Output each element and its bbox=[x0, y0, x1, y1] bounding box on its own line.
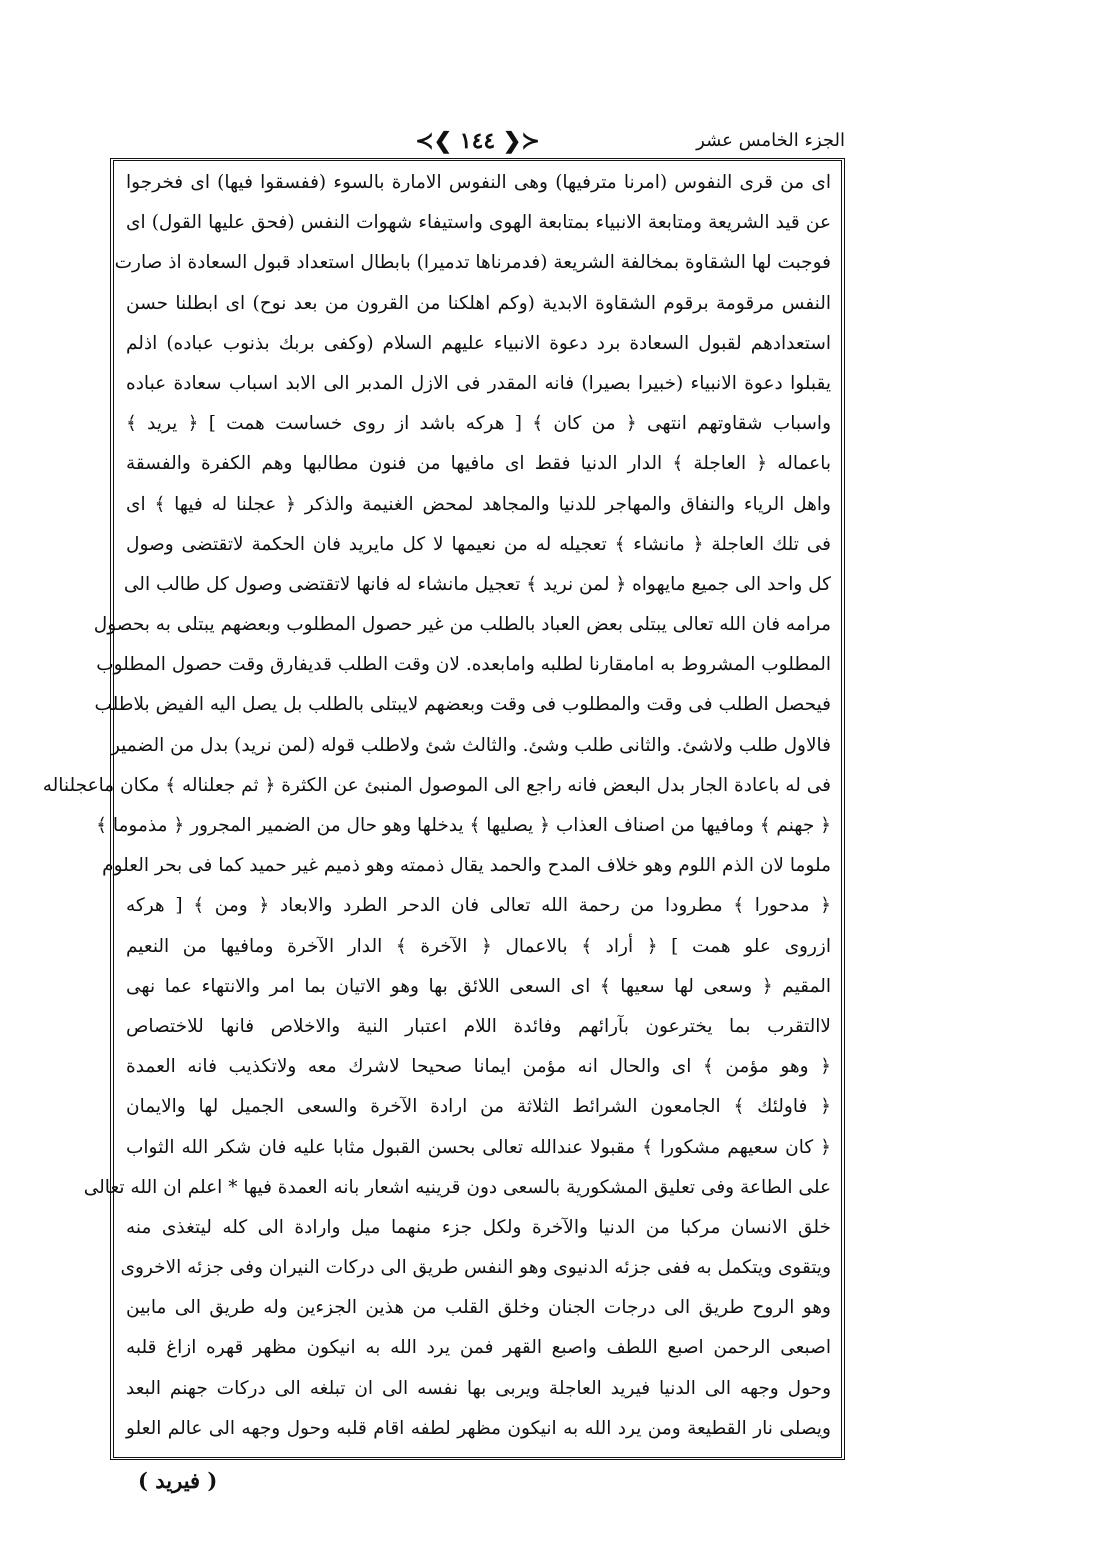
text-line: واسباب شقاوتهم انتهى ﴿ من كان ﴾ [ هركه باشد از روى خساست همت ] ﴿ يريد ﴾ bbox=[126, 413, 831, 435]
text-line: مرامه فان الله تعالى يبتلى بعض العباد بالطلب من غير حصول المطلوب وبعضهم يبتلى به بحصول bbox=[93, 614, 831, 636]
text-line: المطلوب المشروط به امامقارنا لطلبه وامابعده. لان وقت الطلب قديفارق وقت حصول المطلوب bbox=[96, 654, 831, 676]
text-line: استعدادهم لقبول السعادة برد دعوة الانبياء عليهم السلام (وكفى بربك بذنوب عباده) اذلم bbox=[126, 332, 831, 354]
text-line: ويتقوى ويتكمل به ففى جزئه الدنيوى وهو النفس طريق الى دركات النيران وفى جزئه الاخروى bbox=[120, 1257, 831, 1279]
text-line: ﴿ فاولئك ﴾ الجامعون الشرائط الثلاثة من ارادة الآخرة والسعى الجميل لها والايمان bbox=[126, 1096, 831, 1118]
header-ornament-left: ≺❮ bbox=[495, 128, 540, 154]
text-line: فيحصل الطلب فى وقت والمطلوب فى وقت وبعضهم لايبتلى بالطلب بل يصل اليه الفيض بلاطلب bbox=[94, 694, 831, 716]
page-number-block bbox=[358, 128, 598, 154]
text-line: ﴿ وهو مؤمن ﴾ اى والحال انه مؤمن ايمانا صحيحا لاشرك معه ولاتكذيب فانه العمدة bbox=[126, 1056, 831, 1078]
page-number: ١٤٤ bbox=[459, 128, 496, 154]
running-title: الجزء الخامس عشر bbox=[696, 130, 845, 151]
text-line: واهل الرياء والنفاق والمهاجر للدنيا والمجاهد لمحض الغنيمة والذكر ﴿ عجلنا له فيها ﴾ اى bbox=[126, 493, 831, 515]
text-line: كل واحد الى جميع مايهواه ﴿ لمن نريد ﴾ تعجيل مانشاء له فانها لاتقتضى وصول كل طالب الى bbox=[123, 573, 831, 595]
text-line: فى له باعادة الجار بدل البعض فانه راجع الى الموصول المنبئ عن الكثرة ﴿ ثم جعلناله ﴾ مكان ماعجلناله bbox=[42, 774, 831, 796]
text-line: ملوما لان الذم اللوم وهو خلاف المدح والحمد يقال ذممته وهو ذميم غير حميد كما فى بحر العلوم bbox=[102, 855, 831, 877]
text-line: ازروى علو همت ] ﴿ أراد ﴾ بالاعمال ﴿ الآخرة ﴾ الدار الآخرة ومافيها من النعيم bbox=[126, 935, 831, 957]
text-line: يقبلوا دعوة الانبياء (خبيرا بصيرا) فانه المقدر فى الازل المدبر الى الابد اسباب سعادة عباده bbox=[126, 372, 831, 394]
text-line: فوجبت لها الشقاوة بمخالفة الشريعة (فدمرناها تدميرا) بابطال استعداد قبول السعادة اذ صارت bbox=[114, 252, 831, 274]
text-line: باعماله ﴿ العاجلة ﴾ الدار الدنيا فقط اى مافيها من فنون مطالبها وهم الكفرة والفسقة bbox=[126, 453, 831, 475]
header-ornament-right: ❯≻ bbox=[415, 128, 453, 154]
text-line: ﴿ جهنم ﴾ ومافيها من اصناف العذاب ﴿ يصليها ﴾ يدخلها وهو حال من الضمير المجرور ﴿ مذموما ﴾ bbox=[96, 815, 831, 836]
text-line: وحول وجهه الى الدنيا فيريد العاجلة ويربى بها نفسه الى ان تبلغه الى دركات جهنم البعد bbox=[126, 1377, 831, 1399]
text-line: اى من قرى النفوس (امرنا مترفيها) وهى النفوس الامارة بالسوء (ففسقوا فيها) اى فخرجوا bbox=[126, 172, 831, 193]
text-line: عن قيد الشريعة ومتابعة الانبياء بمتابعة الهوى واستيفاء شهوات النفس (فحق عليها القول) اى bbox=[126, 212, 831, 234]
page-header bbox=[110, 128, 845, 154]
text-line: المقيم ﴿ وسعى لها سعيها ﴾ اى السعى اللائق بها وهو الاتيان بما امر والانتهاء عما نهى bbox=[126, 975, 831, 997]
text-line: ﴿ كان سعيهم مشكورا ﴾ مقبولا عندالله تعالى بحسن القبول مثابا عليه فان شكر الله الثواب bbox=[126, 1136, 831, 1158]
text-body bbox=[42, 163, 831, 1449]
text-line: وهو الروح طريق الى درجات الجنان وخلق القلب من هذين الجزءين وله طريق الى مابين bbox=[126, 1297, 831, 1319]
text-line: النفس مرقومة برقوم الشقاوة الابدية (وكم اهلكنا من القرون من بعد نوح) اى ابطلنا حسن bbox=[126, 292, 831, 314]
text-line: ويصلى نار القطيعة ومن يرد الله به انيكون مظهر لطفه اقام قلبه وحول وجهه الى عالم العلو bbox=[126, 1417, 831, 1439]
text-line: فالاول طلب ولاشئ. والثانى طلب وشئ. والثالث شئ ولاطلب قوله (لمن نريد) بدل من الضمير bbox=[110, 734, 831, 756]
text-line: خلق الانسان مركبا من الدنيا والآخرة ولكل جزء منهما ميل وارادة الى كله ليتغذى منه bbox=[126, 1216, 831, 1238]
text-line: اصبعى الرحمن اصبع اللطف واصبع القهر فمن يرد الله به انيكون مظهر قهره ازاغ قلبه bbox=[126, 1337, 831, 1359]
text-line: لاالتقرب بما يخترعون بآرائهم وفائدة اللام اعتبار النية والاخلاص فانها للاختصاص bbox=[126, 1015, 831, 1037]
text-line: على الطاعة وفى تعليق المشكورية بالسعى دون قرينيه اشعار بانه العمدة فيها * اعلم ان الله تعالى bbox=[83, 1176, 831, 1198]
text-line: فى تلك العاجلة ﴿ مانشاء ﴾ تعجيله له من نعيمها لا كل مايريد فان الحكمة لاتقتضى وصول bbox=[126, 533, 831, 555]
catchword: ( فيريد ) bbox=[138, 1468, 218, 1493]
text-line: ﴿ مدحورا ﴾ مطرودا من رحمة الله تعالى فان الدحر الطرد والابعاد ﴿ ومن ﴾ [ هركه bbox=[126, 895, 831, 917]
